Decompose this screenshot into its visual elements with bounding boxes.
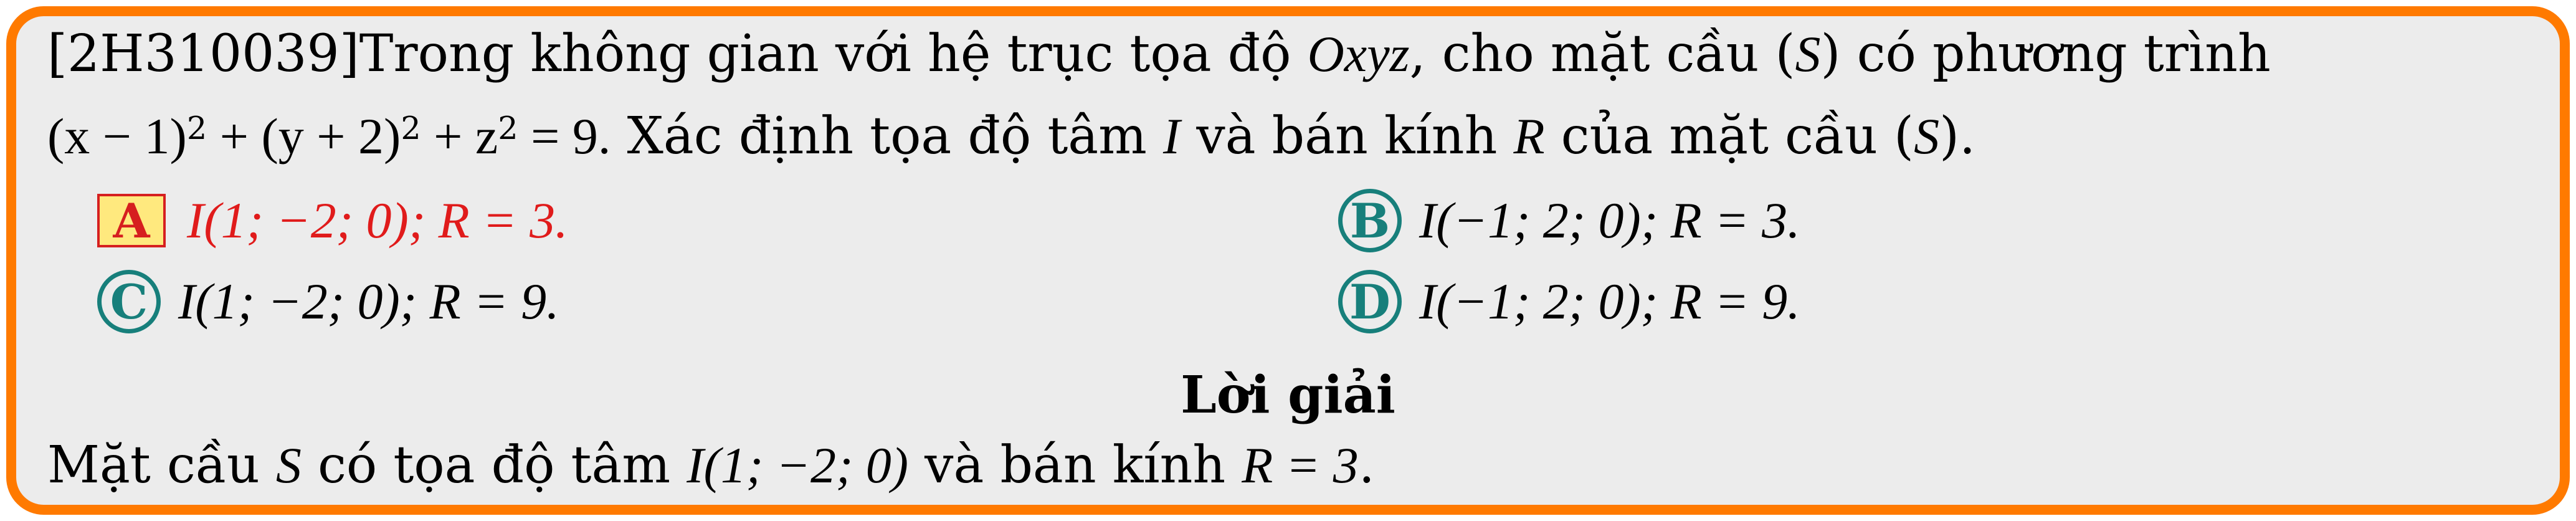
equation-part-b: + (y + 2)	[207, 108, 401, 165]
question-intro: Trong không gian với hệ trục tọa độ	[359, 24, 1308, 84]
choice-a-badge: A	[97, 194, 166, 247]
choice-c-badge: C	[97, 270, 161, 333]
solution-text-2: có tọa độ tâm	[301, 436, 687, 495]
exponent-2: 2	[401, 110, 421, 147]
choice-b-text: I(−1; 2; 0); R = 3.	[1419, 192, 1800, 249]
solution-title: Lời giải	[1181, 365, 1395, 425]
question-middle: , cho mặt cầu (	[1409, 24, 1795, 84]
question-code: [2H310039]	[47, 24, 359, 84]
question-line-1	[47, 24, 2271, 84]
question-card	[6, 6, 2570, 515]
solution-text-3: và bán kính	[908, 436, 1242, 495]
choice-a[interactable]	[97, 183, 568, 258]
equation-part-d: = 9.	[518, 108, 611, 165]
choice-d-badge: D	[1338, 270, 1402, 333]
equation-part-a: (x − 1)	[47, 108, 187, 165]
question-text-3: của mặt cầu (	[1544, 107, 1914, 166]
question-text-2: và bán kính	[1180, 107, 1514, 166]
choice-c[interactable]	[97, 264, 559, 339]
solution-center: I(1; −2; 0)	[687, 437, 909, 494]
coordinate-system: Oxyz	[1307, 26, 1410, 82]
center-symbol: I	[1162, 108, 1181, 165]
solution-text-1: Mặt cầu	[47, 436, 276, 495]
choice-a-text: I(1; −2; 0); R = 3.	[187, 192, 568, 249]
equation-part-c: + z	[421, 108, 498, 165]
choice-row-2	[16, 264, 2560, 339]
radius-symbol: R	[1513, 108, 1545, 165]
question-text-1: Xác định tọa độ tâm	[611, 107, 1163, 166]
sphere-symbol: S	[1795, 26, 1821, 82]
choice-d[interactable]	[1338, 264, 1800, 339]
choice-d-text: I(−1; 2; 0); R = 9.	[1419, 273, 1800, 330]
question-end: ) có phương trình	[1820, 24, 2271, 84]
exponent-3: 2	[498, 110, 518, 147]
solution-end: .	[1358, 436, 1375, 495]
exponent-1: 2	[186, 110, 207, 147]
choice-b-badge: B	[1338, 189, 1402, 252]
choice-row-1	[16, 183, 2560, 258]
question-text-4: ).	[1939, 107, 1976, 166]
question-line-2	[47, 107, 1976, 166]
choice-c-text: I(1; −2; 0); R = 9.	[178, 273, 559, 330]
solution-radius: R = 3	[1242, 437, 1359, 494]
solution-sphere: S	[275, 437, 302, 494]
solution-text	[47, 436, 1375, 495]
sphere-symbol-2: S	[1914, 108, 1940, 165]
choice-b[interactable]	[1338, 183, 1800, 258]
